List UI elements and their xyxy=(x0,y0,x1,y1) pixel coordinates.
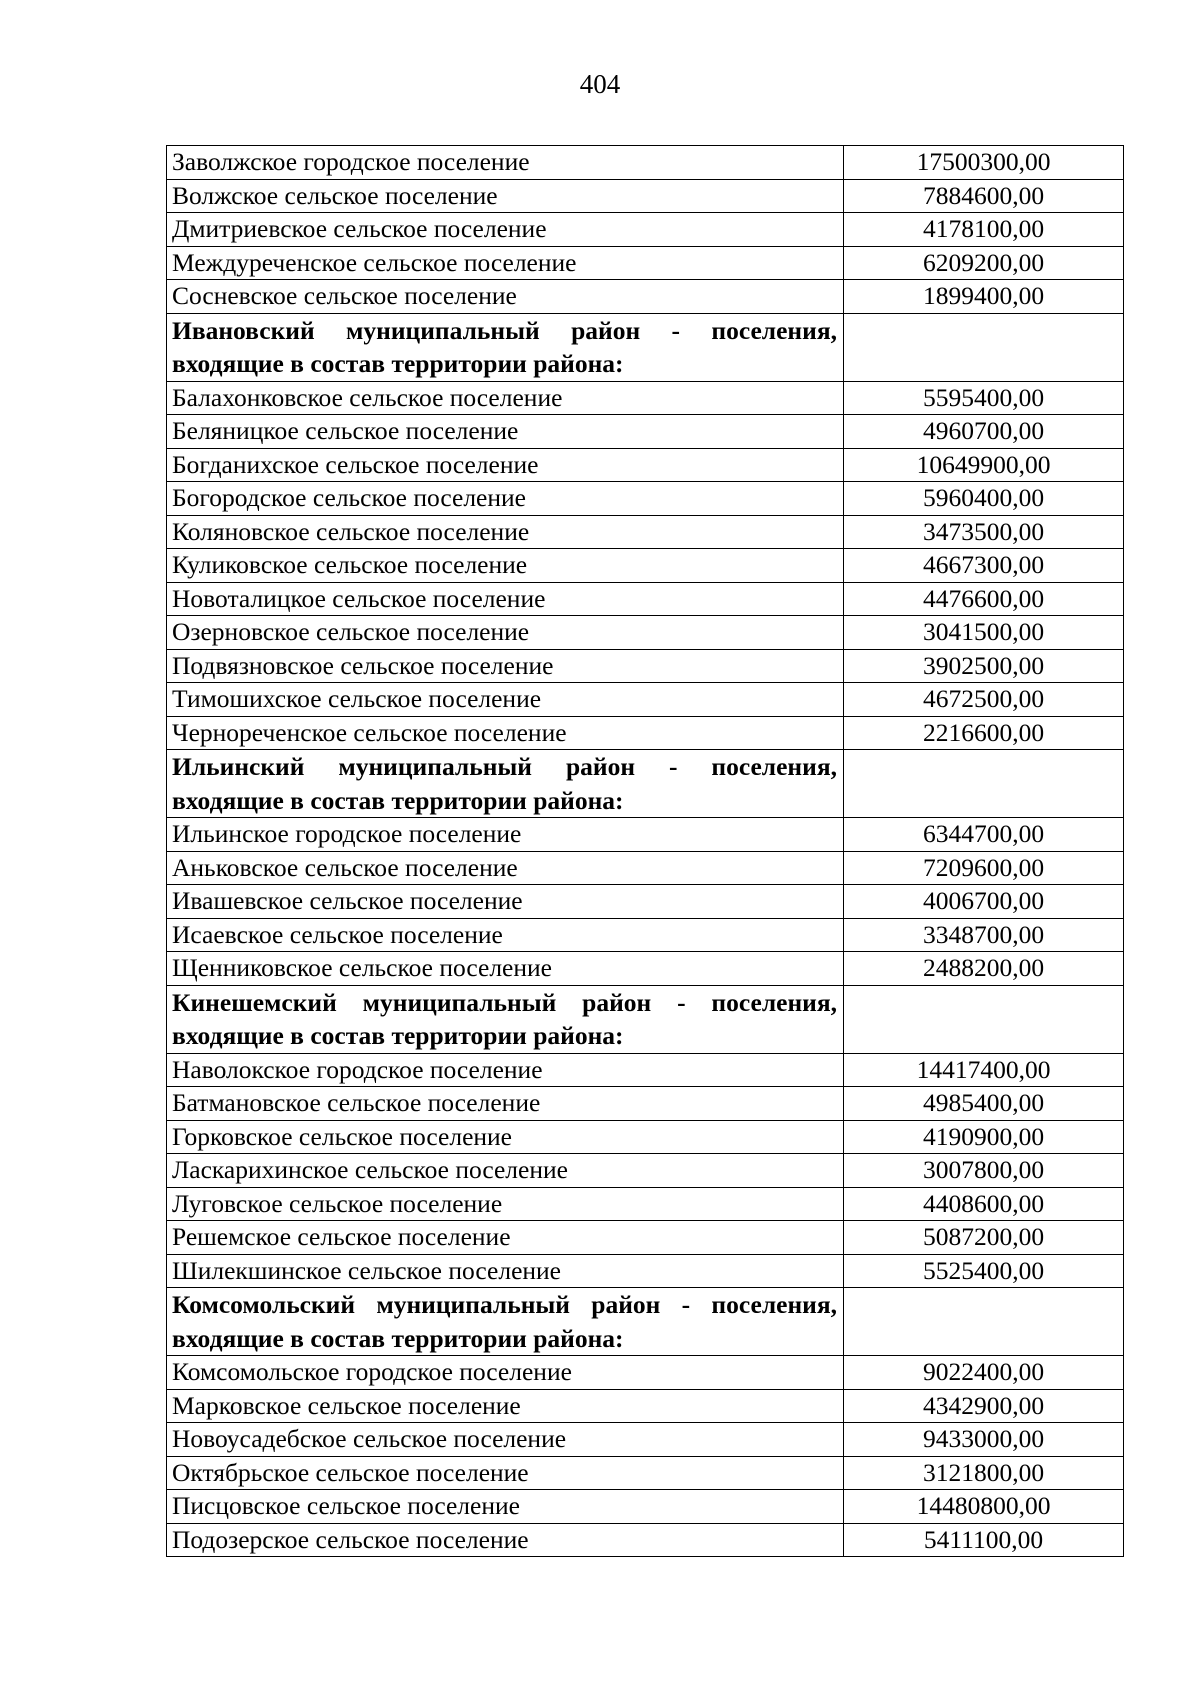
settlement-row xyxy=(167,649,1124,683)
settlement-row xyxy=(167,1356,1124,1390)
settlement-row xyxy=(167,683,1124,717)
settlement-row xyxy=(167,515,1124,549)
settlement-name-cell: Марковское сельское поселение xyxy=(167,1389,844,1423)
settlement-amount-cell: 4408600,00 xyxy=(844,1187,1124,1221)
settlement-row xyxy=(167,482,1124,516)
district-name-cell: Комсомольский муниципальный район - поселения, входящие в состав территории района: xyxy=(167,1288,844,1356)
settlement-amount-cell: 4342900,00 xyxy=(844,1389,1124,1423)
settlement-amount-cell: 2216600,00 xyxy=(844,716,1124,750)
settlement-name-cell: Щенниковское сельское поселение xyxy=(167,952,844,986)
settlement-row xyxy=(167,851,1124,885)
settlement-row xyxy=(167,1087,1124,1121)
settlement-name-cell: Волжское сельское поселение xyxy=(167,179,844,213)
settlement-name-cell: Новоусадебское сельское поселение xyxy=(167,1423,844,1457)
settlements-table xyxy=(166,145,1124,1557)
settlement-row xyxy=(167,1221,1124,1255)
settlement-name-cell: Междуреченское сельское поселение xyxy=(167,246,844,280)
settlement-name-cell: Богданихское сельское поселение xyxy=(167,448,844,482)
settlement-row xyxy=(167,918,1124,952)
page-number: 404 xyxy=(579,69,621,99)
settlement-amount-cell: 5960400,00 xyxy=(844,482,1124,516)
settlement-row xyxy=(167,1423,1124,1457)
district-header-row xyxy=(167,313,1124,381)
settlement-name-cell: Подвязновское сельское поселение xyxy=(167,649,844,683)
settlement-amount-cell: 3473500,00 xyxy=(844,515,1124,549)
settlement-name-cell: Аньковское сельское поселение xyxy=(167,851,844,885)
settlement-row xyxy=(167,716,1124,750)
settlement-row xyxy=(167,1254,1124,1288)
settlement-row xyxy=(167,1456,1124,1490)
settlement-amount-cell: 14417400,00 xyxy=(844,1053,1124,1087)
settlement-row xyxy=(167,952,1124,986)
settlement-name-cell: Коляновское сельское поселение xyxy=(167,515,844,549)
settlement-amount-cell: 6344700,00 xyxy=(844,818,1124,852)
district-name-cell: Ивановский муниципальный район - поселения, входящие в состав территории района: xyxy=(167,313,844,381)
settlement-name-cell: Шилекшинское сельское поселение xyxy=(167,1254,844,1288)
settlement-row xyxy=(167,549,1124,583)
settlement-name-cell: Заволжское городское поселение xyxy=(167,146,844,180)
settlement-row xyxy=(167,179,1124,213)
settlement-amount-cell: 9022400,00 xyxy=(844,1356,1124,1390)
settlement-row xyxy=(167,885,1124,919)
district-amount-cell xyxy=(844,750,1124,818)
settlement-name-cell: Наволокское городское поселение xyxy=(167,1053,844,1087)
settlement-row xyxy=(167,146,1124,180)
settlement-row xyxy=(167,1154,1124,1188)
settlement-amount-cell: 5595400,00 xyxy=(844,381,1124,415)
settlement-amount-cell: 5411100,00 xyxy=(844,1523,1124,1557)
settlement-row xyxy=(167,616,1124,650)
settlement-amount-cell: 7209600,00 xyxy=(844,851,1124,885)
district-header-row xyxy=(167,750,1124,818)
district-amount-cell xyxy=(844,985,1124,1053)
district-amount-cell xyxy=(844,1288,1124,1356)
settlement-amount-cell: 10649900,00 xyxy=(844,448,1124,482)
settlement-name-cell: Богородское сельское поселение xyxy=(167,482,844,516)
settlement-name-cell: Исаевское сельское поселение xyxy=(167,918,844,952)
settlement-row xyxy=(167,818,1124,852)
settlement-row xyxy=(167,213,1124,247)
settlement-name-cell: Тимошихское сельское поселение xyxy=(167,683,844,717)
settlement-amount-cell: 4006700,00 xyxy=(844,885,1124,919)
settlement-row xyxy=(167,582,1124,616)
settlement-row xyxy=(167,448,1124,482)
settlement-amount-cell: 14480800,00 xyxy=(844,1490,1124,1524)
settlement-amount-cell: 3007800,00 xyxy=(844,1154,1124,1188)
settlement-name-cell: Батмановское сельское поселение xyxy=(167,1087,844,1121)
settlement-name-cell: Новоталицкое сельское поселение xyxy=(167,582,844,616)
settlements-table-body xyxy=(167,146,1124,1557)
district-header-row xyxy=(167,1288,1124,1356)
settlement-name-cell: Ильинское городское поселение xyxy=(167,818,844,852)
settlement-amount-cell: 7884600,00 xyxy=(844,179,1124,213)
settlement-amount-cell: 6209200,00 xyxy=(844,246,1124,280)
settlement-amount-cell: 5087200,00 xyxy=(844,1221,1124,1255)
settlement-name-cell: Ивашевское сельское поселение xyxy=(167,885,844,919)
settlement-amount-cell: 17500300,00 xyxy=(844,146,1124,180)
settlement-row xyxy=(167,1187,1124,1221)
settlement-row xyxy=(167,1120,1124,1154)
settlement-amount-cell: 4178100,00 xyxy=(844,213,1124,247)
settlement-row xyxy=(167,415,1124,449)
settlement-row xyxy=(167,246,1124,280)
settlement-name-cell: Беляницкое сельское поселение xyxy=(167,415,844,449)
settlement-name-cell: Решемское сельское поселение xyxy=(167,1221,844,1255)
settlement-amount-cell: 1899400,00 xyxy=(844,280,1124,314)
settlement-row xyxy=(167,1053,1124,1087)
settlement-name-cell: Дмитриевское сельское поселение xyxy=(167,213,844,247)
district-name-cell: Ильинский муниципальный район - поселения, входящие в состав территории района: xyxy=(167,750,844,818)
settlement-amount-cell: 3041500,00 xyxy=(844,616,1124,650)
settlement-name-cell: Луговское сельское поселение xyxy=(167,1187,844,1221)
settlement-name-cell: Писцовское сельское поселение xyxy=(167,1490,844,1524)
settlement-amount-cell: 4672500,00 xyxy=(844,683,1124,717)
settlement-row xyxy=(167,280,1124,314)
district-header-row xyxy=(167,985,1124,1053)
settlement-name-cell: Сосневское сельское поселение xyxy=(167,280,844,314)
settlement-amount-cell: 3348700,00 xyxy=(844,918,1124,952)
settlement-amount-cell: 4476600,00 xyxy=(844,582,1124,616)
settlement-row xyxy=(167,1389,1124,1423)
settlement-row xyxy=(167,1523,1124,1557)
settlement-amount-cell: 3121800,00 xyxy=(844,1456,1124,1490)
settlement-row xyxy=(167,381,1124,415)
settlement-name-cell: Чернореченское сельское поселение xyxy=(167,716,844,750)
settlement-amount-cell: 4190900,00 xyxy=(844,1120,1124,1154)
settlement-amount-cell: 5525400,00 xyxy=(844,1254,1124,1288)
settlement-name-cell: Ласкарихинское сельское поселение xyxy=(167,1154,844,1188)
settlement-amount-cell: 2488200,00 xyxy=(844,952,1124,986)
settlement-name-cell: Горковское сельское поселение xyxy=(167,1120,844,1154)
settlement-amount-cell: 3902500,00 xyxy=(844,649,1124,683)
settlement-amount-cell: 4667300,00 xyxy=(844,549,1124,583)
district-amount-cell xyxy=(844,313,1124,381)
settlement-amount-cell: 4960700,00 xyxy=(844,415,1124,449)
settlement-amount-cell: 9433000,00 xyxy=(844,1423,1124,1457)
settlement-name-cell: Комсомольское городское поселение xyxy=(167,1356,844,1390)
settlement-row xyxy=(167,1490,1124,1524)
settlement-name-cell: Подозерское сельское поселение xyxy=(167,1523,844,1557)
settlement-amount-cell: 4985400,00 xyxy=(844,1087,1124,1121)
settlement-name-cell: Балахонковское сельское поселение xyxy=(167,381,844,415)
settlement-name-cell: Озерновское сельское поселение xyxy=(167,616,844,650)
settlement-name-cell: Куликовское сельское поселение xyxy=(167,549,844,583)
settlement-name-cell: Октябрьское сельское поселение xyxy=(167,1456,844,1490)
district-name-cell: Кинешемский муниципальный район - поселения, входящие в состав территории района: xyxy=(167,985,844,1053)
